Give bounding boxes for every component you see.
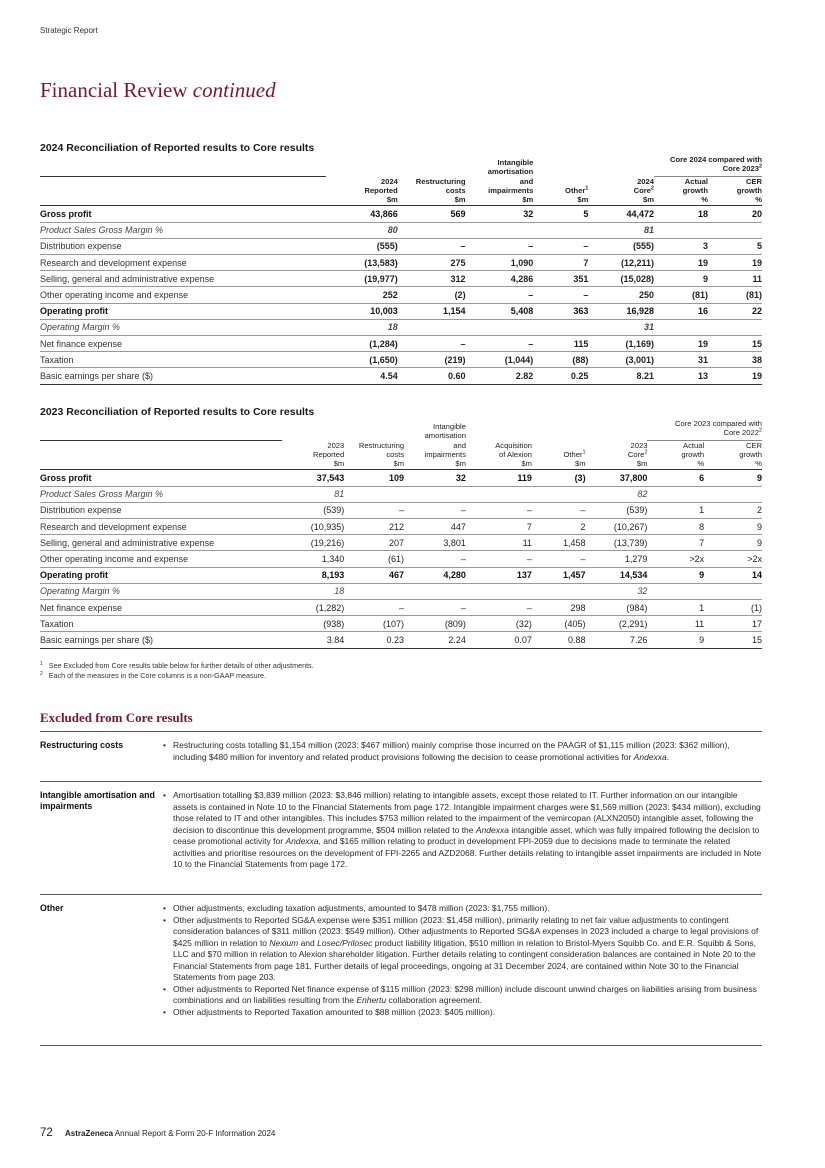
cell-value: 15 — [704, 632, 762, 648]
cell-value: – — [466, 335, 534, 351]
cell-value: – — [398, 335, 466, 351]
cell-value: 0.07 — [466, 632, 532, 648]
cell-value: (3,001) — [588, 352, 654, 368]
row-label: Net finance expense — [40, 335, 326, 351]
cell-value — [532, 583, 586, 599]
excluded-row-restructuring — [40, 731, 762, 787]
cell-value — [533, 222, 588, 238]
excluded-item: • Other adjustments to Reported Taxation amounted to $88 million (2023: $405 million). — [162, 1007, 762, 1019]
cell-value: 5 — [708, 238, 762, 254]
cell-value: 37,543 — [282, 470, 344, 486]
cell-value: 467 — [344, 567, 404, 583]
cell-value: 2.82 — [466, 368, 534, 384]
cell-value: 0.88 — [532, 632, 586, 648]
table-row — [40, 287, 762, 303]
cell-value: (19,216) — [282, 535, 344, 551]
cell-value: 31 — [654, 352, 708, 368]
excluded-row-label: Intangible amortisation and impairments — [40, 790, 155, 811]
cell-value: 19 — [708, 255, 762, 271]
cell-value: 43,866 — [326, 206, 398, 222]
row-label: Taxation — [40, 616, 282, 632]
cell-value — [466, 222, 534, 238]
cell-value: 0.60 — [398, 368, 466, 384]
cell-value: 31 — [588, 319, 654, 335]
table-row — [40, 551, 762, 567]
cell-value: 8 — [647, 519, 704, 535]
table-row — [40, 335, 762, 351]
cell-value: 252 — [326, 287, 398, 303]
cell-value: (81) — [654, 287, 708, 303]
row-label: Operating Margin % — [40, 583, 282, 599]
cell-value — [466, 319, 534, 335]
cell-value: 4.54 — [326, 368, 398, 384]
table-row — [40, 470, 762, 486]
excluded-row-other — [40, 894, 762, 1046]
cell-value: 137 — [466, 567, 532, 583]
cell-value: 5 — [533, 206, 588, 222]
cell-value: (405) — [532, 616, 586, 632]
cell-value: 18 — [326, 319, 398, 335]
cell-value: 1,090 — [466, 255, 534, 271]
group-header: Core 2024 compared with Core 2023$^2$ — [654, 155, 762, 176]
cell-value — [344, 486, 404, 502]
cell-value: 14 — [704, 567, 762, 583]
column-header: Actual growth % — [647, 440, 704, 470]
cell-value: – — [466, 238, 534, 254]
excluded-title: Excluded from Core results — [40, 710, 193, 725]
cell-value: 7 — [466, 519, 532, 535]
cell-value: 0.23 — [344, 632, 404, 648]
cell-value: 9 — [654, 271, 708, 287]
excluded-row-label: Other — [40, 903, 64, 913]
cell-value: 9 — [704, 535, 762, 551]
cell-value: 351 — [533, 271, 588, 287]
table-row — [40, 502, 762, 518]
cell-value: 7 — [533, 255, 588, 271]
row-label: Product Sales Gross Margin % — [40, 222, 326, 238]
excluded-item: • Amortisation totalling $3,839 million (2023: $3,846 million) relating to intangible assets, except those related to IT. Further information on our intangible assets is contained in Note 10 to the Financial Statements from page 172. Intangible impairment charges were $1,569 million (2023: $434 million), excluding those related to IT and other intangibles. This includes $753 million related to the impairment of the vemircopan (ALXN2050) intangible asset, following the decision to discontinue this development programme, $504 million related to the Andexxa intangible asset, which was fully impaired following the decision to cease promotional activity for Andexxa, and $165 million relating to product in development FPI-2059 due to decisions made to terminate the related activities and prioritise resources on the development of FPI-2265 and AZD2068. Further details relating to intangible asset impairments are included in Note 10 to the Financial Statements from page 172. — [162, 790, 762, 871]
cell-value: (1,284) — [326, 335, 398, 351]
cell-value: (19,977) — [326, 271, 398, 287]
cell-value: 363 — [533, 303, 588, 319]
cell-value — [398, 222, 466, 238]
cell-value: 44,472 — [588, 206, 654, 222]
column-header: CER growth % — [708, 176, 762, 206]
row-label: Gross profit — [40, 470, 282, 486]
excluded-item: • Other adjustments to Reported SG&A expense were $351 million (2023: $1,458 million), primarily relating to net fair value adjustments to contingent consideration balances of $311 million (2023: $549 million). Other adjustments to Reported SG&A expenses in 2023 included a charge to legal provisions of $425 million in relation to Nexium and Losec/Prilosec product liability litigation, $510 million in relation to Bristol-Myers Squibb Co. and E.R. Squibb & Sons, LLC and $70 million in relation to Alexion shareholder litigation. Further details relating to contingent consideration balances are contained in Note 20 to the Financial Statements from page 181. Further details of legal proceedings, ongoing at 31 December 2024, are contained within Note 30 to the Financial Statements from page 203. — [162, 915, 762, 984]
cell-value: 8.21 — [588, 368, 654, 384]
row-label: Taxation — [40, 352, 326, 368]
cell-value: – — [344, 599, 404, 615]
page-title-main: Financial Review — [40, 78, 188, 102]
table-row — [40, 599, 762, 615]
cell-value: – — [344, 502, 404, 518]
header-spacer — [40, 440, 282, 470]
cell-value: (938) — [282, 616, 344, 632]
cell-value: 80 — [326, 222, 398, 238]
cell-value — [404, 486, 466, 502]
cell-value: 19 — [654, 335, 708, 351]
header-spacer — [40, 176, 326, 206]
column-header: CER growth % — [704, 440, 762, 470]
cell-value: 20 — [708, 206, 762, 222]
cell-value: (12,211) — [588, 255, 654, 271]
cell-value: 250 — [588, 287, 654, 303]
cell-value: (15,028) — [588, 271, 654, 287]
cell-value: 1,458 — [532, 535, 586, 551]
cell-value: – — [466, 502, 532, 518]
page-number: 72 — [40, 1127, 53, 1139]
cell-value: 81 — [282, 486, 344, 502]
table-row — [40, 368, 762, 384]
cell-value: 6 — [647, 470, 704, 486]
column-header: Actual growth % — [654, 176, 708, 206]
cell-value: 18 — [282, 583, 344, 599]
table-row — [40, 352, 762, 368]
cell-value: – — [404, 502, 466, 518]
cell-value: 32 — [466, 206, 534, 222]
row-label: Research and development expense — [40, 519, 282, 535]
cell-value: (2,291) — [586, 616, 648, 632]
table-row — [40, 255, 762, 271]
cell-value — [647, 583, 704, 599]
section-label: Strategic Report — [40, 26, 98, 35]
cell-value: 1,279 — [586, 551, 648, 567]
table-row — [40, 319, 762, 335]
cell-value: 312 — [398, 271, 466, 287]
table-row — [40, 486, 762, 502]
cell-value: 18 — [654, 206, 708, 222]
row-label: Selling, general and administrative expense — [40, 271, 326, 287]
cell-value: 9 — [704, 470, 762, 486]
cell-value: (1,169) — [588, 335, 654, 351]
cell-value: – — [466, 287, 534, 303]
column-header: 2023 Reported $m — [282, 419, 344, 470]
excluded-item: • Other adjustments to Reported Net finance expense of $115 million (2023: $298 million) include discount unwind charges on liabilities arising from business combinations and on liabilities resulting from the Enhertu collaboration agreement. — [162, 984, 762, 1007]
table-row — [40, 632, 762, 648]
cell-value — [533, 319, 588, 335]
cell-value: (10,935) — [282, 519, 344, 535]
cell-value: >2x — [647, 551, 704, 567]
cell-value: 8,193 — [282, 567, 344, 583]
cell-value: 10,003 — [326, 303, 398, 319]
cell-value: (1) — [704, 599, 762, 615]
table-row — [40, 535, 762, 551]
footer-company: AstraZeneca — [65, 1129, 114, 1138]
cell-value: – — [466, 551, 532, 567]
column-header: Intangible amortisation and impairments $m — [404, 419, 466, 470]
cell-value: 37,800 — [586, 470, 648, 486]
cell-value: 3,801 — [404, 535, 466, 551]
reconciliation-table-2023 — [40, 419, 762, 649]
cell-value: 447 — [404, 519, 466, 535]
table-2023-title: 2023 Reconciliation of Reported results to Core results — [40, 406, 315, 418]
cell-value: 298 — [532, 599, 586, 615]
cell-value: 5,408 — [466, 303, 534, 319]
cell-value: 19 — [654, 255, 708, 271]
cell-value — [532, 486, 586, 502]
row-label: Distribution expense — [40, 238, 326, 254]
excluded-row-items — [162, 895, 762, 1046]
row-label: Operating Margin % — [40, 319, 326, 335]
cell-value: 2 — [532, 519, 586, 535]
table-2024-title: 2024 Reconciliation of Reported results to Core results — [40, 142, 315, 154]
cell-value: 13 — [654, 368, 708, 384]
cell-value — [466, 486, 532, 502]
cell-value: – — [532, 502, 586, 518]
cell-value — [708, 319, 762, 335]
cell-value: (1,044) — [466, 352, 534, 368]
column-header: Intangible amortisation and impairments $m — [466, 155, 534, 206]
table-row — [40, 303, 762, 319]
cell-value — [404, 583, 466, 599]
table-row — [40, 206, 762, 222]
cell-value: 16,928 — [588, 303, 654, 319]
cell-value: 4,286 — [466, 271, 534, 287]
cell-value: 11 — [647, 616, 704, 632]
column-header: Restructuring costs $m — [344, 419, 404, 470]
column-header: Acquisition of Alexion $m — [466, 419, 532, 470]
excluded-row-label: Restructuring costs — [40, 740, 124, 750]
cell-value: 109 — [344, 470, 404, 486]
cell-value: (555) — [588, 238, 654, 254]
excluded-item: • Restructuring costs totalling $1,154 million (2023: $467 million) mainly comprise those incurred on the PAAGR of $1,115 million (2023: $362 million), including $480 million for inventory and related product provisions following the decision to cease promotional activities for Andexxa. — [162, 740, 762, 763]
cell-value: (61) — [344, 551, 404, 567]
excluded-bottom-rule — [40, 1045, 762, 1046]
cell-value: (539) — [282, 502, 344, 518]
row-label: Operating profit — [40, 567, 282, 583]
cell-value: 38 — [708, 352, 762, 368]
cell-value: 1,457 — [532, 567, 586, 583]
cell-value: 82 — [586, 486, 648, 502]
cell-value: 1 — [647, 599, 704, 615]
table-row — [40, 583, 762, 599]
table-row — [40, 222, 762, 238]
cell-value: 22 — [708, 303, 762, 319]
cell-value: 3 — [654, 238, 708, 254]
cell-value: 2 — [704, 502, 762, 518]
column-header: 2024 Core$^2$ $m — [588, 155, 654, 206]
cell-value: 119 — [466, 470, 532, 486]
cell-value: 32 — [586, 583, 648, 599]
row-label: Other operating income and expense — [40, 287, 326, 303]
cell-value: 14,534 — [586, 567, 648, 583]
row-label: Product Sales Gross Margin % — [40, 486, 282, 502]
excluded-row-items — [162, 782, 762, 895]
cell-value: – — [533, 287, 588, 303]
cell-value: (81) — [708, 287, 762, 303]
cell-value: (107) — [344, 616, 404, 632]
table-row — [40, 567, 762, 583]
cell-value: 207 — [344, 535, 404, 551]
excluded-row-intangible — [40, 781, 762, 895]
cell-value: 569 — [398, 206, 466, 222]
table-row — [40, 519, 762, 535]
cell-value: 32 — [404, 470, 466, 486]
excluded-row-items — [162, 732, 762, 787]
cell-value — [647, 486, 704, 502]
excluded-item: • Other adjustments, excluding taxation adjustments, amounted to $478 million (2023: $1,755 million). — [162, 903, 762, 915]
column-header: 2023 Core$^2$ $m — [586, 419, 648, 470]
cell-value: (2) — [398, 287, 466, 303]
cell-value: 212 — [344, 519, 404, 535]
row-label: Net finance expense — [40, 599, 282, 615]
page-title — [40, 78, 276, 103]
cell-value: (555) — [326, 238, 398, 254]
cell-value: 81 — [588, 222, 654, 238]
cell-value — [704, 583, 762, 599]
column-header: 2024 Reported $m — [326, 155, 398, 206]
cell-value — [654, 222, 708, 238]
cell-value: 9 — [647, 632, 704, 648]
cell-value: (32) — [466, 616, 532, 632]
cell-value: – — [404, 551, 466, 567]
cell-value: 17 — [704, 616, 762, 632]
cell-value: (1,282) — [282, 599, 344, 615]
cell-value: – — [398, 238, 466, 254]
header-spacer — [40, 419, 282, 440]
row-label: Operating profit — [40, 303, 326, 319]
table-row — [40, 238, 762, 254]
cell-value: 2.24 — [404, 632, 466, 648]
cell-value: 9 — [704, 519, 762, 535]
cell-value: 4,280 — [404, 567, 466, 583]
page-title-continued: continued — [192, 78, 276, 102]
column-header: Other$^1$ $m — [533, 155, 588, 206]
header-spacer — [40, 155, 326, 176]
cell-value: 15 — [708, 335, 762, 351]
cell-value: 7.26 — [586, 632, 648, 648]
footer — [40, 1127, 275, 1139]
cell-value: 11 — [466, 535, 532, 551]
cell-value — [466, 583, 532, 599]
cell-value: (539) — [586, 502, 648, 518]
row-label: Selling, general and administrative expense — [40, 535, 282, 551]
reconciliation-table-2024 — [40, 155, 762, 385]
cell-value: 19 — [708, 368, 762, 384]
cell-value: – — [532, 551, 586, 567]
cell-value — [704, 486, 762, 502]
row-label: Basic earnings per share ($) — [40, 368, 326, 384]
cell-value: 275 — [398, 255, 466, 271]
cell-value: – — [533, 238, 588, 254]
row-label: Distribution expense — [40, 502, 282, 518]
cell-value: 115 — [533, 335, 588, 351]
row-label: Basic earnings per share ($) — [40, 632, 282, 648]
cell-value: (1,650) — [326, 352, 398, 368]
cell-value: (809) — [404, 616, 466, 632]
cell-value: 9 — [647, 567, 704, 583]
cell-value: (984) — [586, 599, 648, 615]
cell-value: – — [466, 599, 532, 615]
cell-value — [398, 319, 466, 335]
cell-value: 1 — [647, 502, 704, 518]
cell-value: (13,583) — [326, 255, 398, 271]
cell-value — [654, 319, 708, 335]
group-header: Core 2023 compared with Core 2022$^2$ — [647, 419, 762, 440]
cell-value — [708, 222, 762, 238]
cell-value: 1,340 — [282, 551, 344, 567]
row-label: Gross profit — [40, 206, 326, 222]
cell-value: 11 — [708, 271, 762, 287]
row-label: Other operating income and expense — [40, 551, 282, 567]
cell-value: 16 — [654, 303, 708, 319]
cell-value: (10,267) — [586, 519, 648, 535]
table-row — [40, 271, 762, 287]
cell-value: – — [404, 599, 466, 615]
cell-value: (219) — [398, 352, 466, 368]
cell-value: 0.25 — [533, 368, 588, 384]
footnote-2: $^2$ Each of the measures in the Core columns is a non-GAAP measure. — [40, 670, 266, 680]
footnote-1: $^1$ See Excluded from Core results table below for further details of other adjustments. — [40, 660, 314, 670]
cell-value: 1,154 — [398, 303, 466, 319]
cell-value: 3.84 — [282, 632, 344, 648]
cell-value: >2x — [704, 551, 762, 567]
cell-value: (3) — [532, 470, 586, 486]
table-row — [40, 616, 762, 632]
column-header: Other$^1$ $m — [532, 419, 586, 470]
row-label: Research and development expense — [40, 255, 326, 271]
cell-value: (88) — [533, 352, 588, 368]
cell-value — [344, 583, 404, 599]
footer-doc: Annual Report & Form 20-F Information 2024 — [114, 1129, 276, 1138]
cell-value: (13,739) — [586, 535, 648, 551]
cell-value: 7 — [647, 535, 704, 551]
column-header: Restructuring costs $m — [398, 155, 466, 206]
